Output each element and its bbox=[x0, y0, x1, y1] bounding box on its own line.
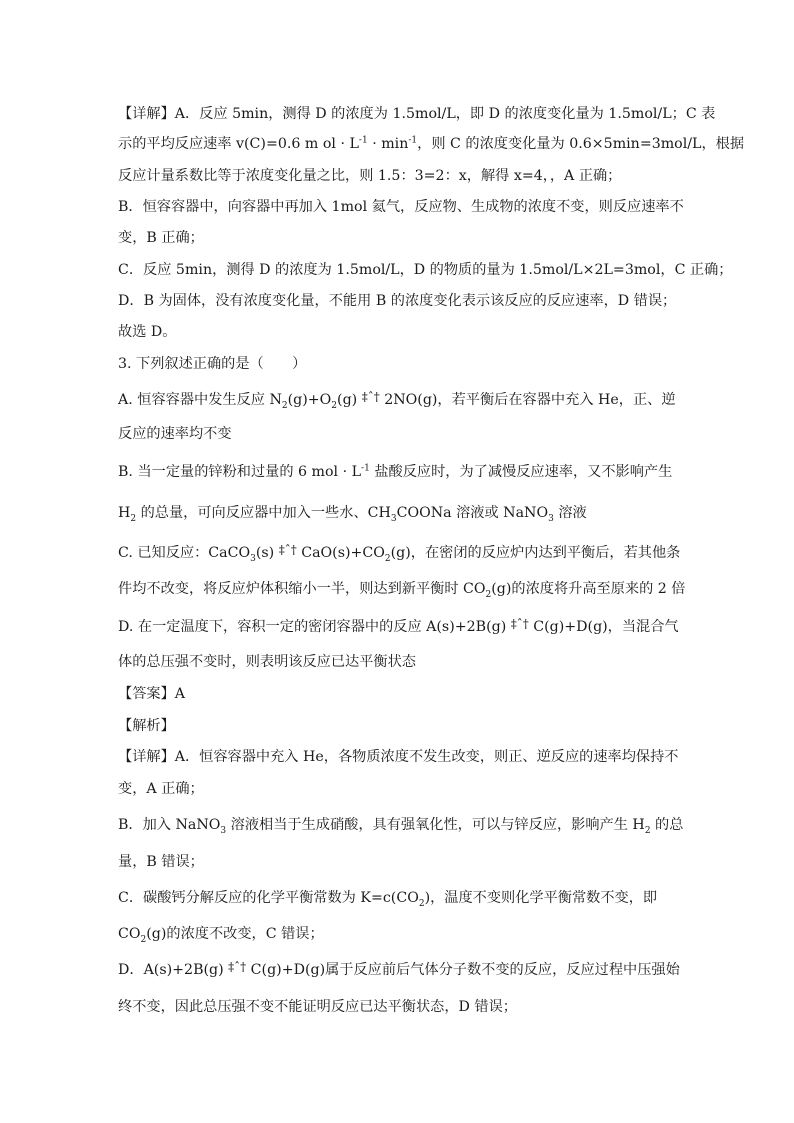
subscript: 2 bbox=[485, 589, 492, 600]
text-run: 溶液 bbox=[553, 505, 587, 521]
text-run: (s) bbox=[255, 545, 279, 561]
answer-heading: 【答案】A bbox=[118, 686, 185, 702]
text-line: 变，B 正确； bbox=[118, 230, 204, 246]
equilibrium-arrow-icon: ‡ˆ† bbox=[510, 617, 529, 631]
option-c bbox=[118, 543, 680, 563]
text-line: 变，A 正确； bbox=[118, 781, 204, 797]
text-line: 反应的速率均不变 bbox=[118, 426, 232, 442]
text-line: 体的总压强不变时，则表明该反应已达平衡状态 bbox=[118, 654, 416, 670]
subscript: 2 bbox=[140, 934, 147, 945]
text-line: 【详解】A．恒容容器中充入 He，各物质浓度不发生改变，则正、逆反应的速率均保持不 bbox=[118, 749, 679, 765]
text-line bbox=[118, 924, 324, 944]
text-line: D．B 为固体，没有浓度变化量，不能用 B 的浓度变化表示该反应的反应速率，D 错误； bbox=[118, 293, 677, 309]
text-line bbox=[118, 815, 683, 835]
equilibrium-arrow-icon: ‡ˆ† bbox=[278, 543, 297, 557]
text-run: CO bbox=[118, 926, 141, 942]
text-run: D. 在一定温度下，容积一定的密闭容器中的反应 A(s)+2B(g) bbox=[118, 619, 511, 635]
subscript: 3 bbox=[220, 825, 227, 836]
text-run: (g)的浓度将升高至原来的 2 倍 bbox=[491, 581, 686, 597]
text-line: B．恒容容器中，向容器中再加入 1mol 氦气，反应物、生成物的浓度不变，则反应速率不 bbox=[118, 199, 684, 215]
text-line bbox=[118, 503, 587, 523]
text-run: 件均不改变，将反应炉体积缩小一半，则达到新平衡时 CO bbox=[118, 581, 486, 597]
text-line bbox=[118, 888, 657, 908]
text-run: 2NO(g)，若平衡后在容器中充入 He，正、逆 bbox=[379, 392, 676, 408]
text-run: CaO(s)+CO bbox=[296, 545, 385, 561]
text-run: · min bbox=[367, 136, 409, 152]
text-run: 溶液相当于生成硝酸，具有强氧化性，可以与锌反应，影响产生 H bbox=[226, 817, 645, 833]
option-b bbox=[118, 462, 672, 482]
text-run: 盐酸反应时，为了减慢反应速率，又不影响产生 bbox=[369, 464, 673, 480]
option-a bbox=[118, 390, 676, 410]
subscript: 3 bbox=[390, 513, 397, 524]
equilibrium-arrow-icon: ‡ˆ† bbox=[361, 390, 380, 404]
superscript: -1 bbox=[361, 463, 370, 474]
text-line: 【详解】A．反应 5min，测得 D 的浓度为 1.5mol/L，即 D 的浓度变化量为 1.5mol/L；C 表 bbox=[118, 106, 716, 122]
text-run: B. 当一定量的锌粉和过量的 6 mol · L bbox=[118, 464, 362, 480]
subscript: 2 bbox=[384, 553, 391, 564]
text-run: C(g)+D(g)，当混合气 bbox=[528, 619, 679, 635]
subscript: 3 bbox=[548, 513, 554, 524]
text-run: 的总 bbox=[650, 817, 684, 833]
text-run: (g) bbox=[337, 392, 362, 408]
text-run: (g)，在密闭的反应炉内达到平衡后，若其他条 bbox=[390, 545, 681, 561]
subscript: 2 bbox=[644, 825, 651, 836]
text-line: 终不变，因此总压强不变不能证明反应已达平衡状态，D 错误； bbox=[118, 999, 517, 1015]
text-line bbox=[118, 134, 744, 154]
text-line bbox=[118, 579, 686, 599]
text-run: (g)的浓度不改变，C 错误； bbox=[146, 926, 324, 942]
subscript: 3 bbox=[250, 553, 256, 564]
text-run: A. 恒容容器中发生反应 N bbox=[118, 392, 282, 408]
superscript: -1 bbox=[408, 135, 418, 146]
text-run: (g)+O bbox=[287, 392, 332, 408]
text-run: D．A(s)+2B(g) bbox=[118, 962, 229, 978]
text-run: COONa 溶液或 NaNO bbox=[396, 505, 549, 521]
text-line: 故选 D。 bbox=[118, 324, 177, 340]
superscript: -1 bbox=[358, 135, 368, 146]
text-line: 反应计量系数比等于浓度变化量之比，则 1.5：3=2：x，解得 x=4，，A 正确； bbox=[118, 168, 622, 184]
equilibrium-arrow-icon: ‡ˆ† bbox=[228, 960, 247, 974]
text-run: B．加入 NaNO bbox=[118, 817, 221, 833]
text-line: C．反应 5min，测得 D 的浓度为 1.5mol/L，D 的物质的量为 1.5mol/L×2L=3mol，C 正确； bbox=[118, 262, 733, 278]
subscript: 2 bbox=[281, 400, 288, 411]
text-run: ，则 C 的浓度变化量为 0.6×5min=3mol/L，根据 bbox=[417, 136, 745, 152]
text-line bbox=[118, 960, 680, 980]
text-run: C(g)+D(g)属于反应前后气体分子数不变的反应，反应过程中压强始 bbox=[246, 962, 680, 978]
text-run: H bbox=[118, 505, 131, 521]
analysis-heading: 【解析】 bbox=[118, 718, 175, 734]
subscript: 2 bbox=[418, 898, 425, 909]
text-run: C．碳酸钙分解反应的化学平衡常数为 K=c(CO bbox=[118, 890, 419, 906]
text-run: )，温度不变则化学平衡常数不变，即 bbox=[424, 890, 658, 906]
text-line: 量，B 错误； bbox=[118, 854, 204, 870]
text-run: C. 已知反应：CaCO bbox=[118, 545, 251, 561]
question-stem: 3. 下列叙述正确的是（ ） bbox=[118, 356, 307, 372]
option-d bbox=[118, 617, 679, 637]
text-run: 示的平均反应速率 v(C)=0.6 m ol · L bbox=[118, 136, 359, 152]
subscript: 2 bbox=[331, 400, 338, 411]
subscript: 2 bbox=[130, 513, 137, 524]
text-run: 的总量，可向反应器中加入一些水、CH bbox=[136, 505, 391, 521]
